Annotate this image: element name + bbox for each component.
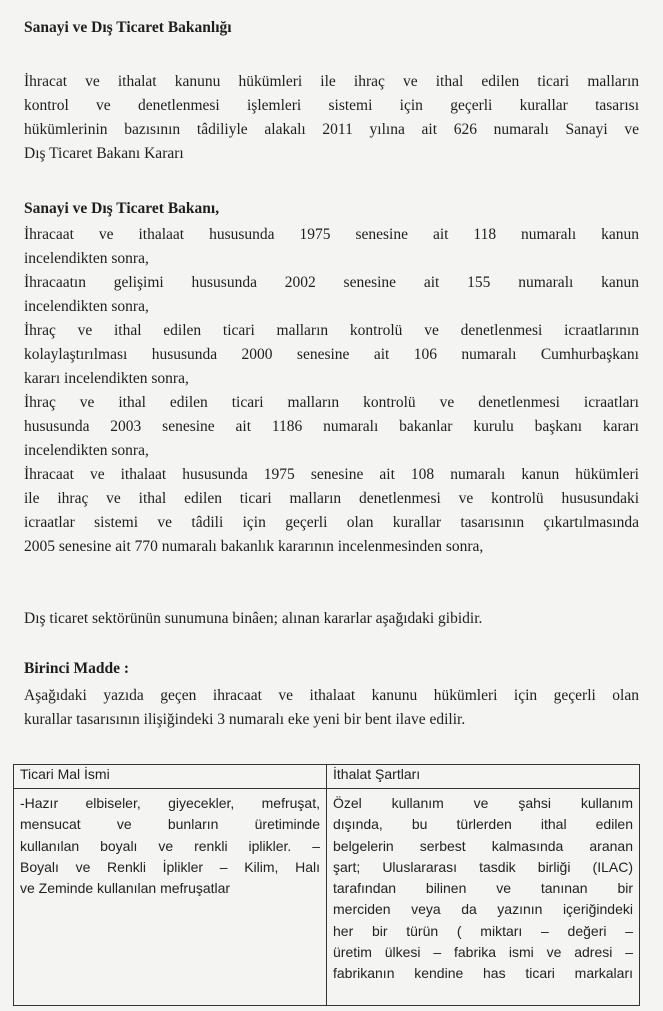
decree-title-line: hükümlerinin bazısının tâdiliyle alakalı 2011 yılına ait 626 numaralı Sanayi ve [24,121,639,138]
minister-heading: Sanayi ve Dış Ticaret Bakanı, [24,200,220,217]
consideration-line: kolaylaştırılması hususunda 2000 senesine ait 106 numaralı Cumhurbaşkanı [24,346,639,363]
cell-line: her bir türün ( miktarı – değeri – [333,922,633,939]
cell-line: belgelerin serbest kalmasında aranan [333,837,633,854]
article-line: kurallar tasarısının ilişiğindeki 3 numaralı eke yeni bir bent ilave edilir. [24,711,466,728]
decree-title-line: kontrol ve denetlenmesi işlemleri sistemi için geçerli kurallar tasarısı [24,97,639,114]
consideration-line: İhraç ve ithal edilen ticari malların kontrolü ve denetlenmesi icraatları [24,394,639,411]
consideration-line: 2005 senesine ait 770 numaralı bakanlık kararının incelenmesinden sonra, [24,538,484,555]
consideration-line: ile ihraç ve ithal edilen ticari malların denetlenmesi ve kontrolü hususundaki [24,490,639,507]
consideration-line: İhraç ve ithal edilen ticari malların kontrolü ve denetlenmesi icraatlarının [24,322,639,339]
cell-line: mensucat ve bunların üretiminde [20,816,320,833]
consideration-line: incelendikten sonra, [24,298,149,315]
cell-line: üretim ülkesi – fabrika ismi ve adresi – [333,944,633,961]
proposal-line: Dış ticaret sektörünün sunumuna binâen; alınan kararlar aşağıdaki gibidir. [24,610,483,627]
considerations [24,223,639,559]
cell-line: -Hazır elbiseler, giyecekler, mefruşat, [20,795,320,811]
cell-line: ve Zeminde kullanılan mefruşatlar [20,880,231,897]
consideration-item [24,223,639,271]
consideration-line: İhracaat ve ithalaat hususunda 1975 senesine ait 108 numaralı kanun hükümleri [24,466,639,483]
cell-line: kullanılan boyalı ve renkli iplikler. – [20,837,320,854]
table-row [14,789,640,1006]
decree-title-line: İhracat ve ithalat kanunu hükümleri ile ihraç ve ithal edilen ticari malların [24,73,639,90]
import-conditions-cell [327,789,640,1006]
consideration-line: incelendikten sonra, [24,442,149,459]
consideration-item [24,463,639,559]
cell-line: şart; Uluslararası tasdik birliği (ILAC) [333,858,633,875]
cell-line: tarafından bilinen ve tanınan bir [333,880,633,897]
cell-line: Boyalı ve Renkli İplikler – Kilim, Halı [20,858,320,875]
cell-line: Özel kullanım ve şahsi kullanım [333,795,633,811]
consideration-item [24,391,639,463]
decree-title-line: Dış Ticaret Bakanı Kararı [24,145,184,162]
consideration-line: incelendikten sonra, [24,250,149,267]
consideration-item [24,271,639,319]
decree-title [24,70,639,166]
cell-line: merciden veya da yazının içeriğindeki [333,901,633,918]
ministry-heading: Sanayi ve Dış Ticaret Bakanlığı [24,19,232,36]
article-line: Aşağıdaki yazıda geçen ihracaat ve ithalaat kanunu hükümleri için geçerli olan [24,687,639,704]
consideration-line: kararı incelendikten sonra, [24,370,189,387]
column-header-goods-name: Ticari Mal İsmi [14,765,327,789]
import-conditions-table [13,764,640,1006]
consideration-line: İhracaatın gelişimi hususunda 2002 senesine ait 155 numaralı kanun [24,274,639,291]
article-heading: Birinci Madde : [24,660,130,677]
cell-line: dışında, bu türlerden ithal edilen [333,816,633,833]
column-header-import-conditions: İthalat Şartları [327,765,640,789]
article-body [24,684,639,732]
consideration-line: icraatlar sistemi ve tâdili için geçerli olan kurallar tasarısının çıkartılmasında [24,514,639,531]
consideration-item [24,319,639,391]
consideration-line: hususunda 2003 senesine ait 1186 numaralı bakanlar kurulu başkanı kararı [24,418,639,435]
goods-name-cell [14,789,327,1006]
table-header-row [14,765,640,789]
cell-line: fabrikanın kendine has ticari markaları [333,965,633,982]
consideration-line: İhracaat ve ithalaat hususunda 1975 senesine ait 118 numaralı kanun [24,226,639,243]
